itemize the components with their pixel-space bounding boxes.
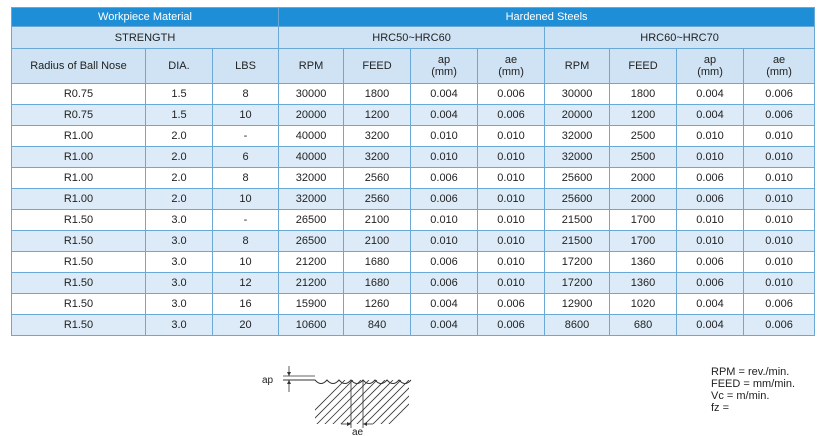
table-cell: 1020 [610,294,677,315]
table-cell: R1.50 [12,273,146,294]
table-cell: R1.00 [12,147,146,168]
table-cell: R0.75 [12,105,146,126]
table-cell: 840 [344,315,411,336]
table-cell: R1.00 [12,189,146,210]
table-cell: 2500 [610,126,677,147]
table-cell: 10 [213,105,279,126]
table-cell: 16 [213,294,279,315]
column-header-row [12,49,815,84]
table-row [12,147,815,168]
table-cell: R1.50 [12,252,146,273]
table-cell: 0.010 [478,126,545,147]
table-cell: 1680 [344,273,411,294]
hardness-group-1: HRC50~HRC60 [279,27,545,49]
column-header-label: FEED [628,60,658,72]
table-cell: 3200 [344,147,411,168]
table-cell: 2100 [344,231,411,252]
table-cell: 0.010 [478,231,545,252]
workpiece-material-value: Hardened Steels [279,8,815,27]
table-cell: 680 [610,315,677,336]
table-cell: 1260 [344,294,411,315]
table-cell: 30000 [279,84,344,105]
table-cell: 0.010 [411,231,478,252]
table-cell: 20 [213,315,279,336]
table-cell: 0.006 [411,189,478,210]
table-cell: 0.010 [478,273,545,294]
table-cell: 0.006 [744,84,815,105]
table-cell: 1.5 [146,105,213,126]
table-cell: 32000 [545,147,610,168]
ap-ae-diagram [255,360,415,436]
table-cell: 20000 [545,105,610,126]
table-cell: 10 [213,189,279,210]
table-cell: 40000 [279,126,344,147]
column-header-label: ap [703,54,717,66]
table-cell: 2.0 [146,189,213,210]
table-cell: 0.006 [411,273,478,294]
table-cell: 0.006 [677,273,744,294]
table-cell: 0.006 [677,168,744,189]
table-body [12,84,815,336]
table-cell: 21500 [545,210,610,231]
table-cell: 8 [213,231,279,252]
ap-label: ap [262,375,274,386]
column-header-label: ap [437,54,451,66]
table-row [12,189,815,210]
table-cell: 2560 [344,168,411,189]
table-cell: 0.010 [478,147,545,168]
column-header-label: LBS [235,60,256,72]
table-cell: 0.004 [411,294,478,315]
table-cell: 0.006 [478,315,545,336]
table-cell: 0.010 [411,147,478,168]
table-cell: 0.004 [677,105,744,126]
table-cell: 0.010 [744,231,815,252]
column-header [610,49,677,84]
table-cell: R1.50 [12,210,146,231]
table-cell: 2.0 [146,168,213,189]
table-row [12,210,815,231]
table-cell: 26500 [279,210,344,231]
table-cell: 8600 [545,315,610,336]
table-cell: - [213,210,279,231]
table-cell: 0.010 [478,168,545,189]
table-cell: R1.50 [12,294,146,315]
table-cell: 0.006 [478,105,545,126]
table-cell: 2.0 [146,147,213,168]
column-header-unit: (mm) [697,66,723,78]
table-cell: 1700 [610,210,677,231]
table-cell: 21200 [279,273,344,294]
table-cell: 25600 [545,168,610,189]
table-cell: 0.010 [744,147,815,168]
table-cell: 0.010 [744,273,815,294]
table-cell: 0.006 [478,84,545,105]
hardness-group-2: HRC60~HRC70 [545,27,815,49]
table-cell: 6 [213,147,279,168]
table-cell: 0.010 [677,231,744,252]
column-header-label: DIA. [168,60,190,72]
table-cell: 1680 [344,252,411,273]
table-cell: 40000 [279,147,344,168]
table-row [12,252,815,273]
table-cell: 0.006 [677,252,744,273]
table-cell: 0.004 [411,105,478,126]
column-header [146,49,213,84]
table-cell: 1800 [610,84,677,105]
table-cell: 12900 [545,294,610,315]
table-cell: 0.006 [744,105,815,126]
column-header [677,49,744,84]
table-cell: 0.004 [411,315,478,336]
column-header [744,49,815,84]
workpiece-material-label: Workpiece Material [12,8,279,27]
table-cell: 2000 [610,189,677,210]
table-cell: 0.004 [677,294,744,315]
table-cell: 0.010 [411,210,478,231]
table-cell: 1700 [610,231,677,252]
column-header-label: FEED [362,60,392,72]
table-cell: 0.010 [677,210,744,231]
table-cell: R1.50 [12,315,146,336]
table-cell: 0.010 [677,126,744,147]
column-header [545,49,610,84]
cutting-parameters-table [11,7,815,336]
table-cell: 2.0 [146,126,213,147]
table-cell: 1360 [610,252,677,273]
note-vc: Vc = m/min. [711,390,770,402]
table-row [12,294,815,315]
table-cell: 3.0 [146,210,213,231]
table-cell: 32000 [279,168,344,189]
table-row [12,84,815,105]
column-header-label: ae [504,54,518,66]
column-header [279,49,344,84]
column-header-unit: (mm) [498,66,524,78]
table-cell: 0.010 [677,147,744,168]
table-cell: 0.010 [744,210,815,231]
table-cell: R1.00 [12,126,146,147]
table-cell: 0.004 [411,84,478,105]
table-row [12,231,815,252]
table-cell: 3.0 [146,294,213,315]
table-cell: 10 [213,252,279,273]
table-cell: 0.010 [478,210,545,231]
note-rpm: RPM = rev./min. [711,366,790,378]
table-cell: 1.5 [146,84,213,105]
table-cell: 10600 [279,315,344,336]
table-cell: 1200 [344,105,411,126]
table-cell: 0.006 [677,189,744,210]
column-header-label: ae [772,54,786,66]
table-cell: R1.50 [12,231,146,252]
table-cell: R1.00 [12,168,146,189]
table-cell: 17200 [545,273,610,294]
table-cell: 0.010 [744,189,815,210]
table-cell: 3.0 [146,273,213,294]
table-cell: 8 [213,84,279,105]
column-header [12,49,146,84]
table-cell: 2560 [344,189,411,210]
table-cell: 21500 [545,231,610,252]
table-row [12,168,815,189]
table-cell: 1200 [610,105,677,126]
table-cell: 2100 [344,210,411,231]
table-cell: 0.010 [411,126,478,147]
table-cell: 0.004 [677,315,744,336]
table-cell: 0.010 [744,252,815,273]
column-header [213,49,279,84]
table-cell: 0.006 [411,168,478,189]
table-cell: - [213,126,279,147]
note-fz: fz = [711,402,730,414]
table-cell: 3.0 [146,252,213,273]
table-cell: 32000 [279,189,344,210]
column-header-label: RPM [564,60,590,72]
table-row [12,273,815,294]
table-cell: 0.006 [744,294,815,315]
table-cell: 0.010 [478,252,545,273]
table-cell: 2000 [610,168,677,189]
table-cell: 0.004 [677,84,744,105]
column-header [411,49,478,84]
table-cell: 2500 [610,147,677,168]
table-cell: 1800 [344,84,411,105]
table-cell: 30000 [545,84,610,105]
table-cell: 0.010 [478,189,545,210]
table-cell: 26500 [279,231,344,252]
table-cell: 20000 [279,105,344,126]
note-feed: FEED = mm/min. [711,378,796,390]
column-header [344,49,411,84]
table-cell: 12 [213,273,279,294]
table-cell: 15900 [279,294,344,315]
table-cell: 3.0 [146,231,213,252]
table-row [12,105,815,126]
column-header [478,49,545,84]
table-cell: 3200 [344,126,411,147]
table-cell: 17200 [545,252,610,273]
ae-label: ae [352,427,364,436]
column-header-label: Radius of Ball Nose [30,60,127,72]
table-cell: 1360 [610,273,677,294]
table-cell: 0.006 [411,252,478,273]
table-cell: 32000 [545,126,610,147]
column-header-unit: (mm) [766,66,792,78]
strength-label: STRENGTH [12,27,279,49]
material-header-row [12,8,815,27]
table-cell: 0.006 [744,315,815,336]
table-cell: R0.75 [12,84,146,105]
table-cell: 0.006 [478,294,545,315]
column-header-label: RPM [298,60,324,72]
table-row [12,315,815,336]
strength-header-row [12,27,815,49]
table-row [12,126,815,147]
table-cell: 0.010 [744,168,815,189]
table-cell: 3.0 [146,315,213,336]
table-cell: 25600 [545,189,610,210]
table-cell: 8 [213,168,279,189]
workpiece-hatch [299,380,415,426]
table-cell: 0.010 [744,126,815,147]
table-cell: 21200 [279,252,344,273]
unit-notes [711,366,795,414]
column-header-unit: (mm) [431,66,457,78]
